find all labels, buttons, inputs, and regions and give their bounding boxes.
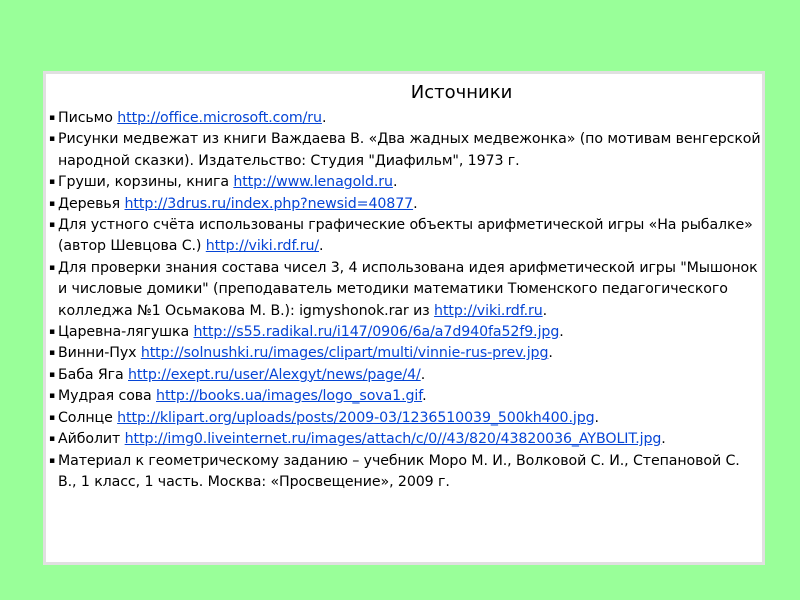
list-item: ▪ Письмо http://office.microsoft.com/ru. (51, 108, 761, 129)
list-item: ▪ Для проверки знания состава чисел 3, 4 использована идея арифметической игры "Мышонок и числовые домики" (преподаватель методики математики Тюменского педагогического колледжа №1 Осьмакова М. В.): igmyshonok.rar из http://viki.rdf.ru. (51, 258, 761, 322)
list-item: ▪ Для устного счёта использованы графические объекты арифметической игры «На рыбалке» (автор Шевцова С.) http://viki.rdf.ru/. (51, 215, 761, 258)
list-item: ▪ Солнце http://klipart.org/uploads/posts/2009-03/1236510039_500kh400.jpg. (51, 408, 761, 429)
list-item: ▪ Мудрая сова http://books.ua/images/logo_sova1.gif. (51, 386, 761, 407)
slide-title: Источники (410, 82, 513, 103)
list-item: ▪ Баба Яга http://exept.ru/user/Alexgyt/news/page/4/. (51, 365, 761, 386)
sources-slide (43, 71, 765, 565)
source-link[interactable]: http://office.microsoft.com/ru (117, 110, 322, 126)
source-link[interactable]: http://klipart.org/uploads/posts/2009-03/1236510039_500kh400.jpg (117, 409, 595, 426)
source-link[interactable]: http://3drus.ru/index.php?newsid=40877 (124, 195, 414, 212)
source-link[interactable]: http://exept.ru/user/Alexgyt/news/page/4/ (128, 366, 421, 383)
sources-list (51, 108, 761, 493)
list-item: ▪ Винни-Пух http://solnushki.ru/images/clipart/multi/vinnie-rus-prev.jpg. (51, 343, 761, 364)
source-link[interactable]: http://viki.rdf.ru (434, 302, 543, 319)
source-link[interactable]: http://viki.rdf.ru/ (205, 238, 320, 255)
list-item: ▪ Царевна-лягушка http://s55.radikal.ru/i147/0906/6a/a7d940fa52f9.jpg. (51, 322, 761, 343)
source-link[interactable]: http://img0.liveinternet.ru/images/attach/c/0//43/820/43820036_AYBOLIT.jpg (124, 431, 662, 448)
list-item: ▪ Рисунки медвежат из книги Важдаева В. «Два жадных медвежонка» (по мотивам венгерской народной сказки). Издательство: Студия "Диафильм", 1973 г. (51, 129, 761, 172)
list-item: ▪ Груши, корзины, книга http://www.lenagold.ru. (51, 172, 761, 193)
list-item: ▪ Деревья http://3drus.ru/index.php?newsid=40877. (51, 194, 761, 215)
list-item: ▪ Материал к геометрическому заданию – учебник Моро М. И., Волковой С. И., Степановой С. В., 1 класс, 1 часть. Москва: «Просвещение», 2009 г. (51, 451, 761, 494)
source-link[interactable]: http://www.lenagold.ru (233, 174, 393, 191)
source-link[interactable]: http://solnushki.ru/images/clipart/multi/vinnie-rus-prev.jpg (140, 345, 549, 362)
source-link[interactable]: http://books.ua/images/logo_sova1.gif (156, 388, 423, 405)
source-link[interactable]: http://s55.radikal.ru/i147/0906/6a/a7d940fa52f9.jpg (193, 324, 560, 341)
list-item: ▪ Айболит http://img0.liveinternet.ru/images/attach/c/0//43/820/43820036_AYBOLIT.jpg. (51, 429, 761, 450)
